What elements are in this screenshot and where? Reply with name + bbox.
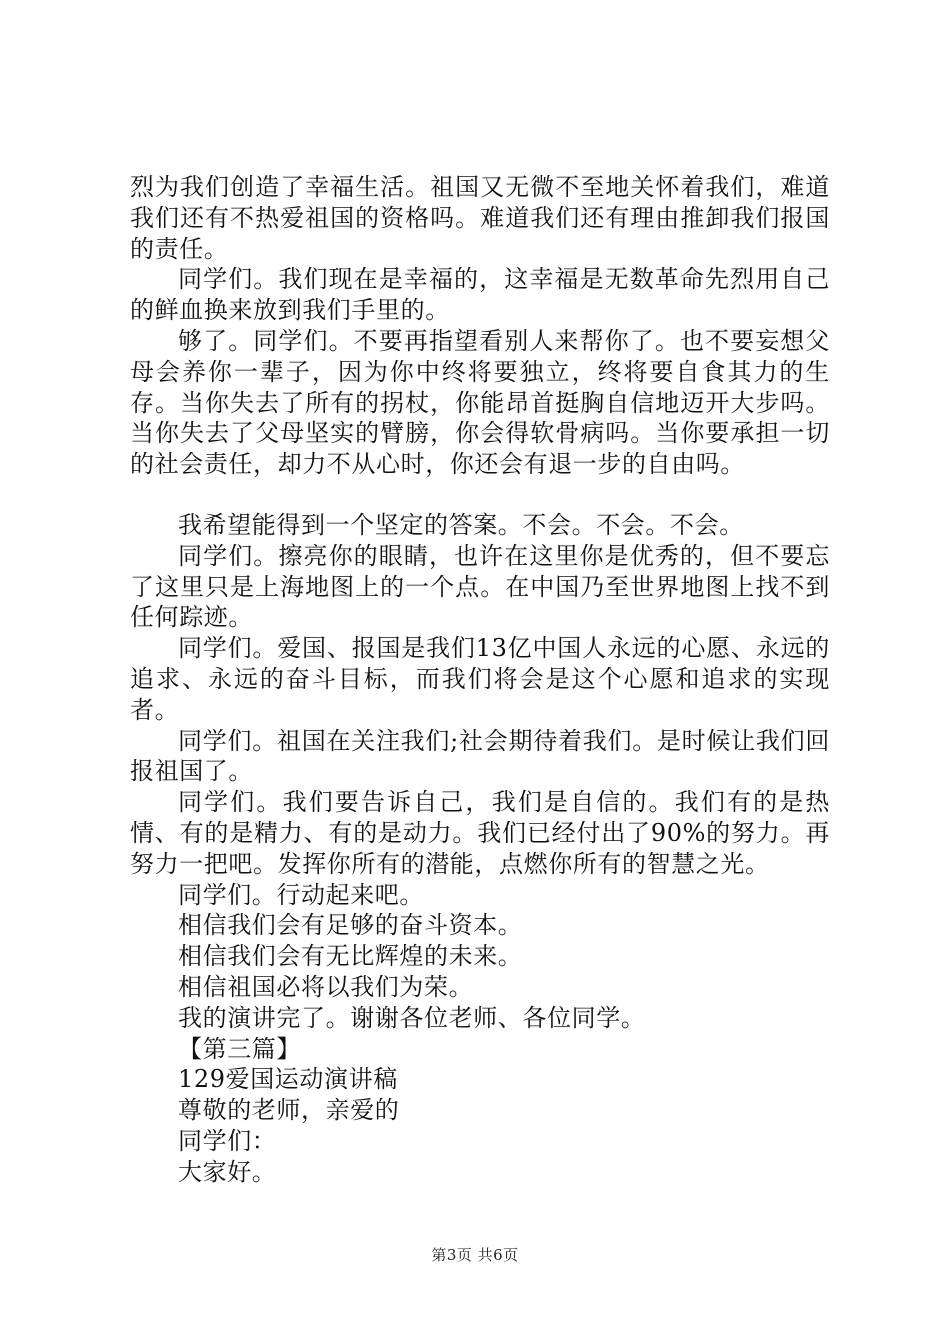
speech-title: 129爱国运动演讲稿	[178, 1065, 398, 1094]
paragraph: 相信祖国必将以我们为荣。	[178, 972, 474, 1001]
paragraph-gap	[130, 480, 830, 510]
paragraph: 烈为我们创造了幸福生活。祖国又无微不至地关怀着我们，难道我们还有不热爱祖国的资格吗。难道我们还有理由推卸我们报国的责任。	[130, 173, 830, 263]
paragraph: 同学们。爱国、报国是我们13亿中国人永远的心愿、永远的追求、永远的奋斗目标，而我们将会是这个心愿和追求的实现者。	[130, 634, 830, 724]
paragraph: 同学们：	[178, 1126, 277, 1155]
paragraph: 同学们。我们现在是幸福的，这幸福是无数革命先烈用自己的鲜血换来放到我们手里的。	[130, 265, 830, 325]
page-footer	[0, 1244, 950, 1265]
paragraph: 我的演讲完了。谢谢各位老师、各位同学。	[178, 1003, 646, 1032]
section-heading: 【第三篇】	[178, 1034, 301, 1063]
paragraph: 够了。同学们。不要再指望看别人来帮你了。也不要妄想父母会养你一辈子，因为你中终将要独立，终将要自食其力的生存。当你失去了所有的拐杖，你能昂首挺胸自信地迈开大步吗。当你失去了父母坚实的臂膀，你会得软骨病吗。当你要承担一切的社会责任，却力不从心时，你还会有退一步的自由吗。	[130, 326, 830, 479]
paragraph: 大家好。	[178, 1157, 277, 1186]
document-body	[130, 172, 830, 1188]
paragraph: 同学们。我们要告诉自己，我们是自信的。我们有的是热情、有的是精力、有的是动力。我们已经付出了90%的努力。再努力一把吧。发挥你所有的潜能，点燃你所有的智慧之光。	[130, 788, 830, 878]
paragraph: 相信我们会有足够的奋斗资本。	[178, 911, 523, 940]
paragraph: 同学们。祖国在关注我们;社会期待着我们。是时候让我们回报祖国了。	[130, 726, 830, 786]
paragraph: 相信我们会有无比辉煌的未来。	[178, 942, 523, 971]
paragraph: 同学们。擦亮你的眼睛，也许在这里你是优秀的，但不要忘了这里只是上海地图上的一个点。在中国乃至世界地图上找不到任何踪迹。	[130, 541, 830, 632]
paragraph: 同学们。行动起来吧。	[178, 880, 424, 909]
page-number: 第3页 共6页	[431, 1246, 519, 1264]
paragraph: 我希望能得到一个坚定的答案。不会。不会。不会。	[178, 510, 744, 539]
paragraph: 尊敬的老师，亲爱的	[178, 1096, 400, 1125]
